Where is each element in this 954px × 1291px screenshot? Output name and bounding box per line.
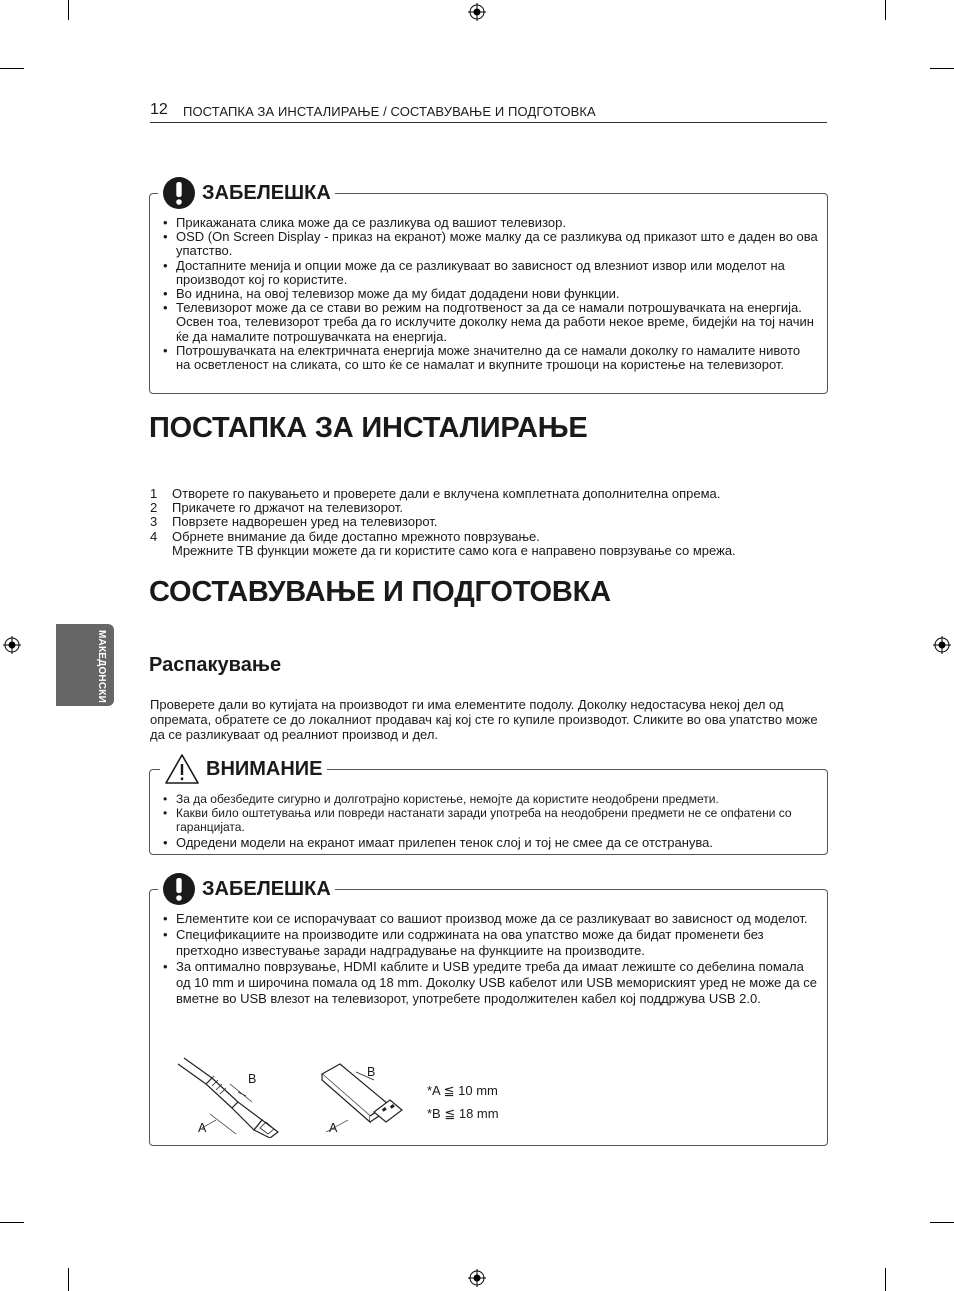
list-item: • Достапните менија и опции може да се разликуваат во зависност од влезниот извор или моделот на производот кој го користите. — [163, 259, 818, 287]
note-box-header — [158, 872, 335, 906]
dimension-limits — [427, 1079, 499, 1125]
list-item — [150, 515, 830, 529]
crop-mark — [930, 1222, 954, 1223]
registration-mark-icon — [468, 3, 486, 21]
list-item: • Елементите кои се испорачуваат со вашиот производ може да се разликуваат во зависност од моделот. — [163, 911, 818, 927]
note-box-header — [158, 176, 335, 210]
section-heading-assembly: СОСТАВУВАЊЕ И ПОДГОТОВКА — [149, 576, 611, 608]
step-number: 2 — [150, 500, 158, 516]
step-number: 3 — [150, 514, 158, 530]
section-heading-install: ПОСТАПКА ЗА ИНСТАЛИРАЊЕ — [149, 412, 588, 444]
page-number: 12 — [150, 101, 168, 118]
dimension-a: *A ≦ 10 mm — [427, 1083, 498, 1098]
exclamation-circle-icon — [162, 176, 196, 210]
exclamation-circle-icon — [162, 872, 196, 906]
list-item: • Спецификациите на производите или содржината на ова упатство може да бидат променети без претходно известување заради надградување на функциите на производите. — [163, 927, 818, 959]
note-title: ЗАБЕЛЕШКА — [202, 877, 331, 900]
list-item — [150, 501, 830, 515]
subheading-unpacking: Распакување — [149, 654, 282, 676]
caution-title: ВНИМАНИЕ — [206, 757, 323, 780]
label-b: B — [248, 1072, 257, 1086]
label-a: A — [329, 1121, 338, 1135]
registration-mark-icon — [933, 636, 951, 654]
label-b: B — [367, 1065, 376, 1079]
crop-mark — [0, 1222, 24, 1223]
step-text: Поврзете надворешен уред на телевизорот. — [172, 514, 438, 530]
list-item — [150, 487, 830, 501]
registration-mark-icon — [3, 636, 21, 654]
hdmi-connector-illustration — [172, 1052, 288, 1138]
install-steps — [150, 487, 830, 558]
step-text: Обрнете внимание да биде достапно мрежното поврзување. — [172, 528, 540, 544]
note-list — [163, 911, 818, 1007]
crop-mark — [0, 68, 24, 69]
crop-mark — [885, 1268, 886, 1291]
running-title: ПОСТАПКА ЗА ИНСТАЛИРАЊЕ / СОСТАВУВАЊЕ И ПОДГОТОВКА — [183, 104, 596, 119]
crop-mark — [930, 68, 954, 69]
list-item: • Одредени модели на екранот имаат прилепен тенок слој и тој не смее да се отстранува. — [163, 836, 818, 850]
caution-list — [163, 792, 818, 850]
list-item: • Прикажаната слика може да се разликува од вашиот телевизор. — [163, 216, 818, 230]
list-item: • Телевизорот може да се стави во режим на подготвеност за да се намали потрошувачката на енергија. Освен тоа, телевизорот треба да го исклучите доколку нема да работи некое време, бидејќи на тој начин ќе да намалите потрошувачката на енергија. — [163, 301, 818, 344]
step-text: Отворете го пакувањето и проверете дали е вклучена комплетната дополнителна опрема. — [172, 486, 721, 501]
list-item: • За да обезбедите сигурно и долготрајно користење, немојте да користите неодобрени предмети. — [163, 792, 818, 806]
step-number: 4 — [150, 528, 158, 544]
language-tab — [56, 624, 114, 706]
list-item: • Потрошувачката на електричната енергија може значително да се намали доколку го намалите нивото на осветленост на сликата, со што ќе се намалат и вкупните трошоци на користење на телевизорот. — [163, 344, 818, 372]
list-item — [150, 530, 830, 558]
step-number: 1 — [150, 486, 158, 501]
crop-mark — [885, 0, 886, 20]
list-item: • Какви било оштетувања или повреди настанати заради употреба на неодобрени предмети не се опфатени со гаранцијата. — [163, 806, 818, 834]
language-label: МАКЕДОНСКИ — [96, 630, 107, 703]
crop-mark — [68, 0, 69, 20]
label-a: A — [198, 1121, 207, 1135]
caution-box-header — [160, 753, 327, 785]
dimension-b: *B ≦ 18 mm — [427, 1106, 499, 1121]
warning-triangle-icon — [164, 753, 200, 785]
note-list — [163, 216, 818, 372]
step-text: Прикачете го држачот на телевизорот. — [172, 500, 403, 516]
step-note: Мрежните ТВ функции можете да ги користите само кога е направено поврзување со мрежа. — [172, 542, 736, 558]
list-item: • За оптимално поврзување, HDMI каблите и USB уредите треба да имаат лежиште со дебелина помала од 10 mm и широчина помала од 18 mm. Доколку USB кабелот или USB мемориският уред не може да се вметне во USB влезот на телевизорот, употребете продолжителен кабел кој поддржува USB 2.0. — [163, 959, 818, 1007]
page-header — [150, 100, 827, 123]
note-title: ЗАБЕЛЕШКА — [202, 181, 331, 204]
crop-mark — [68, 1268, 69, 1291]
list-item: • OSD (On Screen Display - приказ на екранот) може малку да се разликува од приказот што е даден во ова упатство. — [163, 230, 818, 258]
registration-mark-icon — [468, 1269, 486, 1287]
list-item: • Во иднина, на овој телевизор може да му бидат додадени нови функции. — [163, 287, 818, 301]
unpacking-paragraph: Проверете дали во кутијата на производот ги има елементите подолу. Доколку недостасува некој дел од опремата, обратете се до локалниот продавач кај кој сте го купиле производот. Сликите во ова упатство може да се разликуваат од реалниот производ и дел. — [150, 697, 818, 743]
